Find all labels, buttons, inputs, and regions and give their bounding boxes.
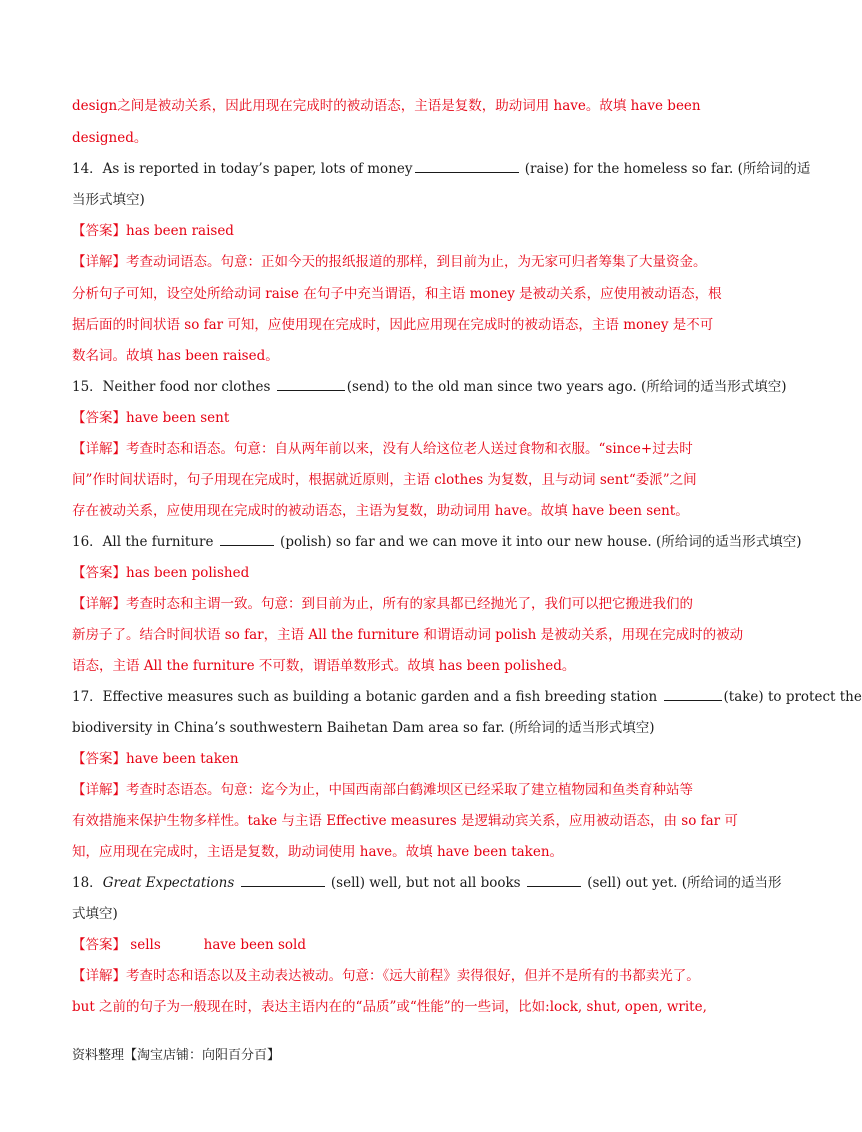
answer-17: 【答案】have been taken xyxy=(72,751,239,767)
answer-16: 【答案】has been polished xyxy=(72,565,250,581)
explanation-line: 知，应用现在完成时，主语是复数，助动词使用 have。故填 have been taken。 xyxy=(72,844,564,860)
question-17: 17．Effective measures such as building a botanic garden and a fish breeding station (take) to protect the xyxy=(72,689,862,705)
explanation-line: 语态，主语 All the furniture 不可数，谓语单数形式。故填 has been polished。 xyxy=(72,658,576,674)
explanation-line: designed。 xyxy=(72,130,148,146)
explanation-line: 存在被动关系，应使用现在完成时的被动语态，主语为复数，助动词用 have。故填 have been sent。 xyxy=(72,503,689,519)
answer-18: 【答案】 sells have been sold xyxy=(72,937,306,953)
explanation-line: 新房子了。结合时间状语 so far，主语 All the furniture 和谓语动词 polish 是被动关系，用现在完成时的被动 xyxy=(72,627,744,643)
answer-blank xyxy=(241,873,325,887)
page-footer: 资料整理【淘宝店铺：向阳百分百】 xyxy=(72,1048,281,1063)
explanation-line: 间”作时间状语时，句子用现在完成时，根据就近原则，主语 clothes 为复数，且与动词 sent“委派”之间 xyxy=(72,472,697,488)
explanation-line: 【详解】考查动词语态。句意：正如今天的报纸报道的那样，到目前为止，为无家可归者筹集了大量资金。 xyxy=(72,254,707,270)
explanation-line: 【详解】考查时态和语态。句意：自从两年前以来，没有人给这位老人送过食物和衣服。“since+过去时 xyxy=(72,441,693,457)
explanation-line: design之间是被动关系，因此用现在完成时的被动语态，主语是复数，助动词用 have。故填 have been xyxy=(72,98,701,114)
answer-blank xyxy=(415,159,519,173)
explanation-line: 分析句子可知，设空处所给动词 raise 在句子中充当谓语，和主语 money 是被动关系，应使用被动语态，根 xyxy=(72,286,722,302)
book-title: Great Expectations xyxy=(102,875,235,891)
explanation-line: 【详解】考查时态语态。句意：迄今为止，中国西南部白鹤滩坝区已经采取了建立植物园和鱼类育种站等 xyxy=(72,782,693,798)
explanation-line: 据后面的时间状语 so far 可知，应使用现在完成时，因此应用现在完成时的被动语态，主语 money 是不可 xyxy=(72,317,714,333)
question-line: 当形式填空) xyxy=(72,192,145,208)
answer-15: 【答案】have been sent xyxy=(72,410,230,426)
explanation-line: but 之前的句子为一般现在时，表达主语内在的“品质”或“性能”的一些词，比如:lock, shut, open, write, xyxy=(72,999,707,1015)
question-18: 18．Great Expectations (sell) well, but not all books (sell) out yet. (所给词的适当形 xyxy=(72,875,782,891)
question-line: biodiversity in China’s southwestern Baihetan Dam area so far. (所给词的适当形式填空) xyxy=(72,720,655,736)
explanation-line: 有效措施来保护生物多样性。take 与主语 Effective measures 是逻辑动宾关系，应用被动语态，由 so far 可 xyxy=(72,813,738,829)
answer-14: 【答案】has been raised xyxy=(72,223,234,239)
question-16: 16．All the furniture (polish) so far and we can move it into our new house. (所给词的适当形式填空) xyxy=(72,534,802,550)
explanation-line: 数名词。故填 has been raised。 xyxy=(72,348,279,364)
answer-blank xyxy=(664,687,722,701)
answer-blank xyxy=(277,377,345,391)
question-14: 14．As is reported in today’s paper, lots of money (raise) for the homeless so far. (所给词的适 xyxy=(72,161,811,177)
explanation-line: 【详解】考查时态和主谓一致。句意：到目前为止，所有的家具都已经抛光了，我们可以把它搬进我们的 xyxy=(72,596,693,612)
question-15: 15．Neither food nor clothes (send) to the old man since two years ago. (所给词的适当形式填空) xyxy=(72,379,787,395)
explanation-line: 【详解】考查时态和语态以及主动表达被动。句意：《远大前程》卖得很好，但并不是所有的书都卖光了。 xyxy=(72,968,700,984)
answer-blank xyxy=(220,532,274,546)
answer-blank xyxy=(527,873,581,887)
question-line: 式填空) xyxy=(72,906,118,922)
